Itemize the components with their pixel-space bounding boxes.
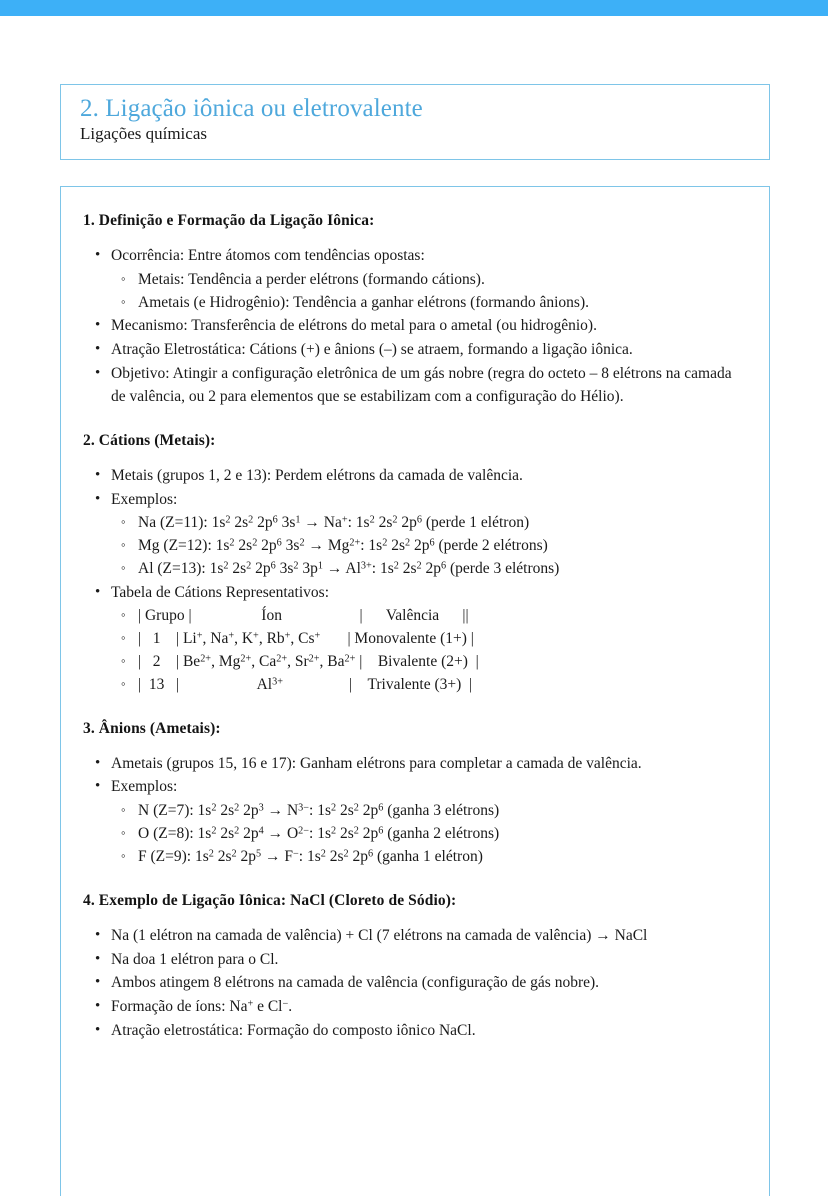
section-heading: 2. Cátions (Metais): (83, 431, 216, 449)
bullet-list (83, 245, 743, 408)
list-item: • Na doa 1 elétron para o Cl. (83, 949, 743, 972)
top-accent-bar (0, 0, 828, 16)
page-subtitle: Ligações químicas (80, 124, 207, 143)
title-card (60, 84, 770, 160)
list-item: • Exemplos: (83, 776, 743, 799)
list-item: • Ocorrência: Entre átomos com tendências opostas: (83, 245, 743, 268)
page-title: 2. Ligação iônica ou eletrovalente (80, 95, 423, 122)
sub-list-item: ◦ F (Z=9): $1s^2$ $2s^2$ $2p^5 \to F^-$: $1s^2$ $2s^2$ $2p^6$ (ganha 1 elétron) (111, 846, 743, 869)
section (83, 891, 743, 1043)
section (83, 719, 743, 869)
sub-list-item: ◦ N (Z=7): $1s^2$ $2s^2$ $2p^3 \to N^{3-}$: $1s^2$ $2s^2$ $2p^6$ (ganha 3 elétrons) (111, 800, 743, 823)
list-item: • Exemplos: (83, 489, 743, 512)
list-item: • Formação de íons: Na+ e Cl−. (83, 996, 743, 1019)
list-item: • Atração Eletrostática: Cátions (+) e ânions (–) se atraem, formando a ligação iônica. (83, 339, 743, 362)
list-item: • Objetivo: Atingir a configuração eletrônica de um gás nobre (regra do octeto – 8 elétrons na camada de valência, ou 2 para elementos que se estabilizam com a configuração do Hélio). (83, 363, 743, 409)
list-item-group (83, 800, 743, 868)
sub-bullet-list (111, 269, 743, 315)
bullet-list (83, 753, 743, 869)
table-row: ◦ | 13 | $Al^{3+}$ | Trivalente (3+) | (111, 674, 743, 697)
list-item: • Tabela de Cátions Representativos: (83, 582, 743, 605)
section (83, 431, 743, 697)
sub-list-item: ◦ Metais: Tendência a perder elétrons (formando cátions). (111, 269, 743, 292)
list-item-group (83, 512, 743, 580)
sub-list-item: ◦ Mg (Z=12): $1s^2$ $2s^2$ $2p^6$ $3s^2 \to Mg^{2+}$: $1s^2$ $2s^2$ $2p^6$ (perde 2 elétrons) (111, 535, 743, 558)
pipe-table (111, 605, 743, 696)
document-content-card (60, 186, 770, 1196)
list-item: • Metais (grupos 1, 2 e 13): Perdem elétrons da camada de valência. (83, 465, 743, 488)
sub-list-item: ◦ Al (Z=13): $1s^2$ $2s^2$ $2p^6$ $3s^2$ $3p^1 \to Al^{3+}$: $1s^2$ $2s^2$ $2p^6$ (perde 3 elétrons) (111, 558, 743, 581)
sub-list-item: ◦ Ametais (e Hidrogênio): Tendência a ganhar elétrons (formando ânions). (111, 292, 743, 315)
section-heading: 3. Ânions (Ametais): (83, 719, 221, 737)
sub-list-item: ◦ O (Z=8): $1s^2$ $2s^2$ $2p^4 \to O^{2-}$: $1s^2$ $2s^2$ $2p^6$ (ganha 2 elétrons) (111, 823, 743, 846)
section (83, 211, 743, 409)
list-item: • Mecanismo: Transferência de elétrons do metal para o ametal (ou hidrogênio). (83, 315, 743, 338)
list-item: • Ambos atingem 8 elétrons na camada de valência (configuração de gás nobre). (83, 972, 743, 995)
table-row: ◦ | Grupo | Íon | Valência || (111, 605, 743, 628)
list-item-group (83, 605, 743, 696)
section-heading: 1. Definição e Formação da Ligação Iônica: (83, 212, 375, 229)
list-item: • Ametais (grupos 15, 16 e 17): Ganham elétrons para completar a camada de valência. (83, 753, 743, 776)
list-item-group (83, 269, 743, 315)
table-row: ◦ | 2 | $Be^{2+}$, $Mg^{2+}$, $Ca^{2+}$, $Sr^{2+}$, $Ba^{2+}$ | Bivalente (2+) | (111, 651, 743, 674)
section-heading: 4. Exemplo de Ligação Iônica: NaCl (Cloreto de Sódio): (83, 891, 457, 909)
sub-list-item: ◦ Na (Z=11): $1s^2$ $2s^2$ $2p^6$ $3s^1 \to Na^+$: $1s^2$ $2s^2$ $2p^6$ (perde 1 elétron) (111, 512, 743, 535)
sub-bullet-list (111, 512, 743, 580)
bullet-list (83, 925, 743, 1043)
sections-container (83, 211, 743, 1043)
table-row: ◦ | 1 | Li+, Na+, K+, Rb+, Cs+ | Monovalente (1+) | (111, 628, 743, 651)
bullet-list (83, 465, 743, 697)
list-item: • Atração eletrostática: Formação do composto iônico NaCl. (83, 1020, 743, 1043)
sub-bullet-list (111, 800, 743, 868)
list-item: • Na (1 elétron na camada de valência) + Cl (7 elétrons na camada de valência) → NaCl (83, 925, 743, 948)
